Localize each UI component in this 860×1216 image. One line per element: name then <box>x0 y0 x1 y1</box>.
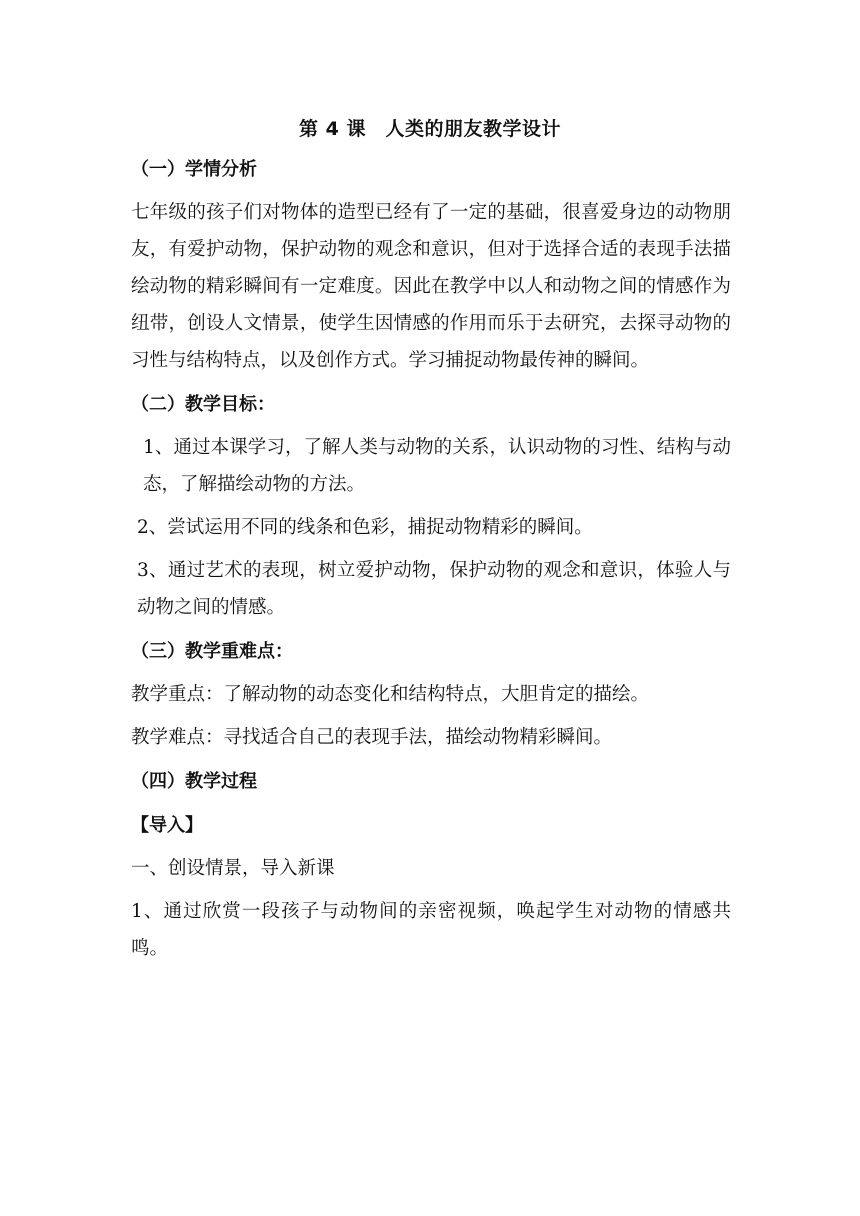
key-point-text: 教学重点：了解动物的动态变化和结构特点，大胆肯定的描绘。 <box>131 684 650 705</box>
analysis-paragraph: 七年级的孩子们对物体的造型已经有了一定的基础，很喜爱身边的动物朋友，有爱护动物，保护动物的观念和意识，但对于选择合适的表现手法描绘动物的精彩瞬间有一定难度。因此在教学中以人和动物之间的情感作为纽带，创设人文情景，使学生因情感的作用而乐于去研究，去探寻动物的习性与结构特点，以及创作方式。学习捕捉动物最传神的瞬间。 <box>131 202 731 371</box>
objective-item-2: 2、尝试运用不同的线条和色彩，捕捉动物精彩的瞬间。 <box>137 517 593 538</box>
subheading-intro: 【导入】 <box>131 815 203 836</box>
process-step-1: 一、创设情景，导入新课 <box>131 858 335 879</box>
section-heading-key-points: （三）教学重难点： <box>131 641 293 662</box>
document-body <box>131 150 731 967</box>
section-heading-objectives: （二）教学目标： <box>131 394 275 415</box>
document-title: 第 4 课 人类的朋友教学设计 <box>299 118 561 140</box>
section-heading-process: （四）教学过程 <box>131 771 257 792</box>
objective-item-3: 3、通过艺术的表现，树立爱护动物，保护动物的观念和意识，体验人与动物之间的情感。 <box>137 560 731 618</box>
section-heading-analysis: （一）学情分析 <box>131 159 257 180</box>
objective-item-1: 1、通过本课学习，了解人类与动物的关系，认识动物的习性、结构与动态，了解描绘动物的方法。 <box>143 437 731 495</box>
difficulty-text: 教学难点：寻找适合自己的表现手法，描绘动物精彩瞬间。 <box>131 727 613 748</box>
process-item-1: 1、通过欣赏一段孩子与动物间的亲密视频，唤起学生对动物的情感共鸣。 <box>131 901 731 959</box>
